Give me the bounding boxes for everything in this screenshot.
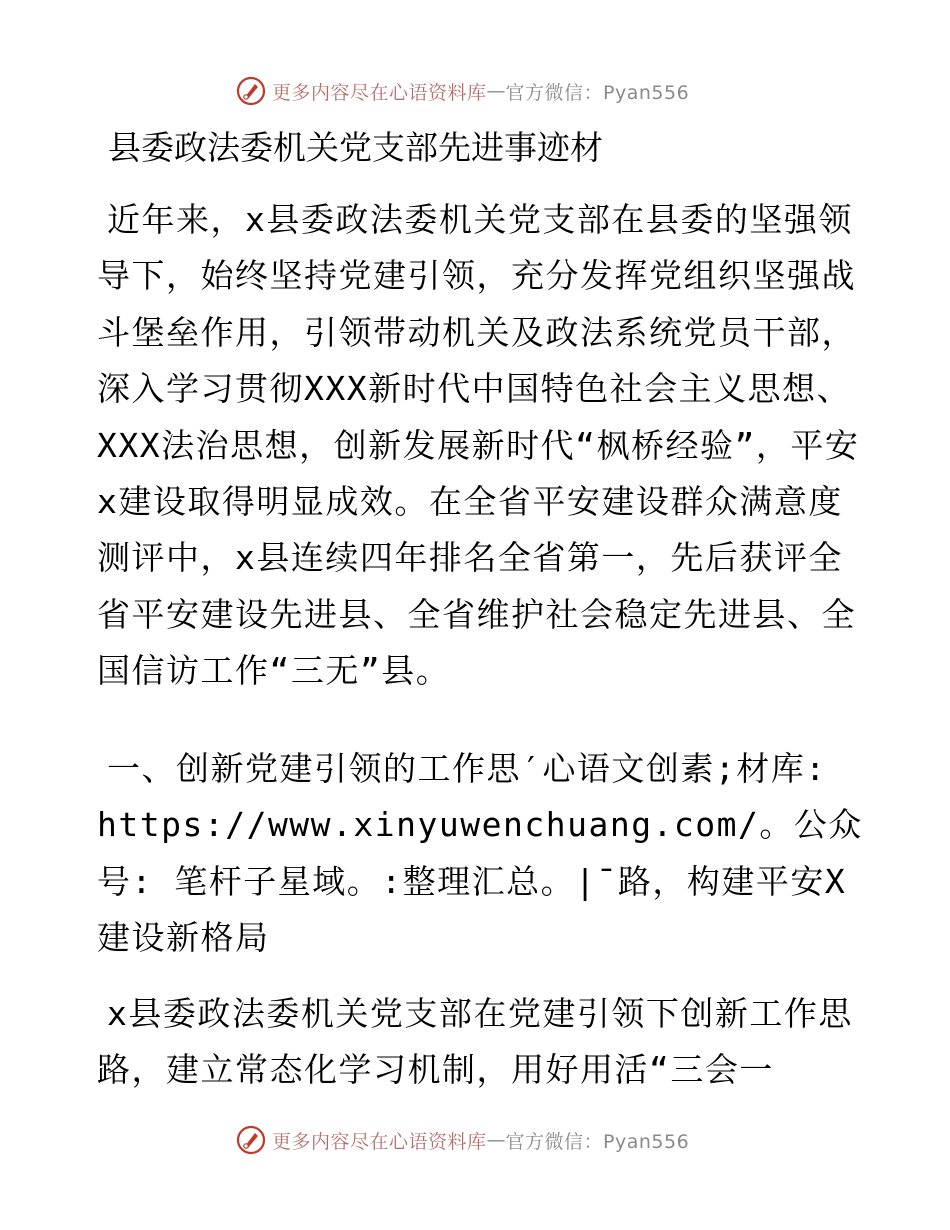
header-watermark (236, 73, 689, 109)
watermark-separator: — (486, 1129, 506, 1151)
pen-nib-logo-icon (236, 76, 266, 106)
paragraph-section-1-text: x县委政法委机关党支部在党建引领下创新工作思路，建立常态化学习机制，用好用活“三会一 (97, 994, 853, 1090)
watermark-main-text: 更多内容尽在心语资料库 (272, 81, 487, 104)
document-title: 县委政法委机关党支部先进事迹材 (108, 128, 603, 167)
section-heading-1-text: 一、创新党建引领的工作思′心语文创素;材库: https://www.xinyuwenchuang.com/。公众号: 笔杆子星域。:整理汇总。|¯路，构建平安X建设新格局 (97, 749, 863, 958)
watermark-contact: 官方微信：Pyan556 (505, 1130, 690, 1153)
section-heading-1 (97, 741, 867, 967)
paragraph-section-1-body (97, 986, 867, 1099)
pen-nib-logo-icon (236, 1125, 266, 1155)
footer-watermark (236, 1122, 689, 1158)
watermark-contact: 官方微信：Pyan556 (505, 81, 690, 104)
paragraph-intro-text: 近年来，x县委政法委机关党支部在县委的坚强领导下，始终坚持党建引领，充分发挥党组织坚强战斗堡垒作用，引领带动机关及政法系统党员干部，深入学习贯彻XXX新时代中国特色社会主义思想、XXX法治思想，创新发展新时代“枫桥经验”，平安x建设取得明显成效。在全省平安建设群众满意度测评中，x县连续四年排名全省第一，先后获评全省平安建设先进县、全省维护社会稳定先进县、全国信访工作“三无”县。 (97, 200, 860, 691)
watermark-separator: — (486, 80, 506, 102)
watermark-main-text: 更多内容尽在心语资料库 (272, 1130, 487, 1153)
paragraph-intro (97, 192, 867, 700)
